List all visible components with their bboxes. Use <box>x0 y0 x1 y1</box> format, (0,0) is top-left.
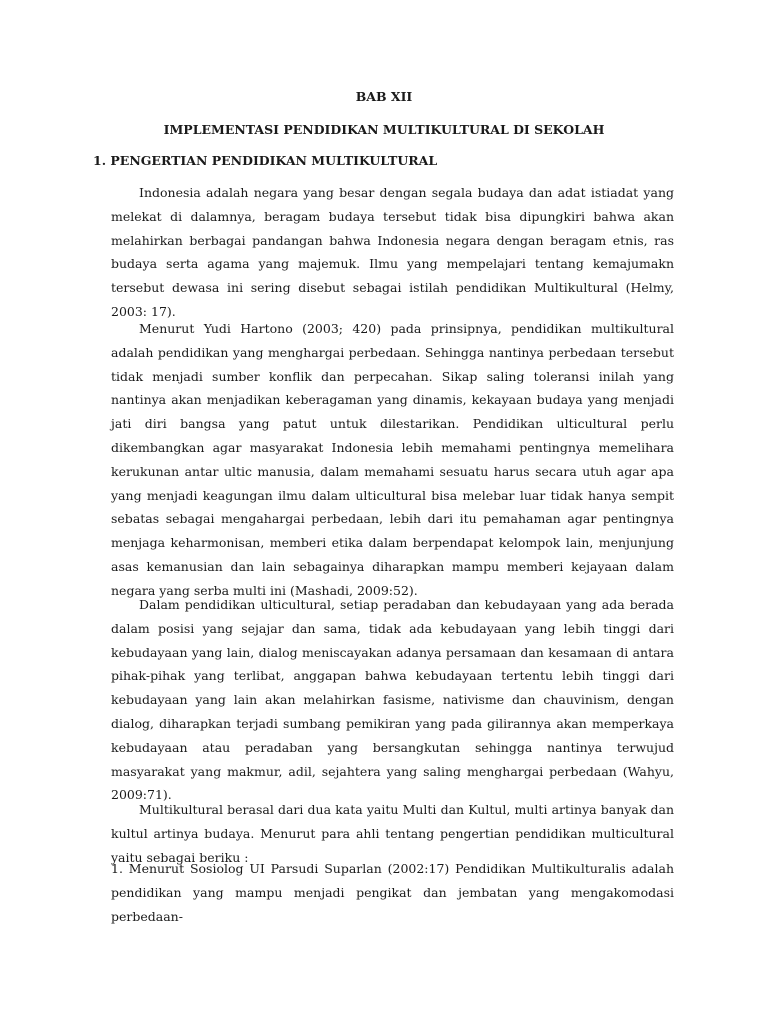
numbered-list-item-1: 1. Menurut Sosiolog UI Parsudi Suparlan (2002:17) Pendidikan Multikulturalis adalah pendidikan yang mampu menjadi pengikat dan jembatan yang mengakomodasi perbedaan- <box>111 861 674 924</box>
paragraph-4: Multikultural berasal dari dua kata yaitu Multi dan Kultul, multi artinya banyak dan kultul artinya budaya. Menurut para ahli tentang pengertian pendidikan multicultural yaitu sebagai beriku : <box>111 802 674 865</box>
section-heading: 1. PENGERTIAN PENDIDIKAN MULTIKULTURAL <box>93 153 438 168</box>
paragraph-3: Dalam pendidikan ulticultural, setiap peradaban dan kebudayaan yang ada berada dalam posisi yang sejajar dan sama, tidak ada kebudayaan yang lebih tinggi dari kebudayaan yang lain, dialog meniscayakan adanya persamaan dan kesamaan di antara pihak-pihak yang terlibat, anggapan bahwa kebudayaan tertentu lebih tinggi dari kebudayaan yang lain akan melahirkan fasisme, nativisme dan chauvinism, dengan dialog, diharapkan terjadi sumbang pemikiran yang pada gilirannya akan memperkaya kebudayaan atau peradaban yang bersangkutan sehingga nantinya terwujud masyarakat yang makmur, adil, sejahtera yang saling menghargai perbedaan (Wahyu, 2009:71). <box>111 597 674 803</box>
chapter-label: BAB XII <box>355 89 413 104</box>
document-title: IMPLEMENTASI PENDIDIKAN MULTIKULTURAL DI SEKOLAH <box>163 122 605 137</box>
paragraph-2: Menurut Yudi Hartono (2003; 420) pada prinsipnya, pendidikan multikultural adalah pendidikan yang menghargai perbedaan. Sehingga nantinya perbedaan tersebut tidak menjadi sumber konflik dan perpecahan. Sikap saling toleransi inilah yang nantinya akan menjadikan keberagaman yang dinamis, kekayaan budaya yang menjadi jati diri bangsa yang patut untuk dilestarikan. Pendidikan ulticultural perlu dikembangkan agar masyarakat Indonesia lebih memahami pentingnya memelihara kerukunan antar ultic manusia, dalam memahami sesuatu harus secara utuh agar apa yang menjadi keagungan ilmu dalam ulticultural bisa melebar luar tidak hanya sempit sebatas sebagai mengahargai perbedaan, lebih dari itu pemahaman agar pentingnya menjaga keharmonisan, memberi etika dalam berpendapat kelompok lain, menjunjung asas kemanusian dan lain sebagainya diharapkan mampu memberi kejayaan dalam negara yang serba multi ini (Mashadi, 2009:52). <box>111 321 674 598</box>
paragraph-1: Indonesia adalah negara yang besar dengan segala budaya dan adat istiadat yang melekat di dalamnya, beragam budaya tersebut tidak bisa dipungkiri bahwa akan melahirkan berbagai pandangan bahwa Indonesia negara dengan beragam etnis, ras budaya serta agama yang majemuk. Ilmu yang mempelajari tentang kemajumakn tersebut dewasa ini sering disebut sebagai istilah pendidikan Multikultural (Helmy, 2003: 17). <box>111 185 674 319</box>
